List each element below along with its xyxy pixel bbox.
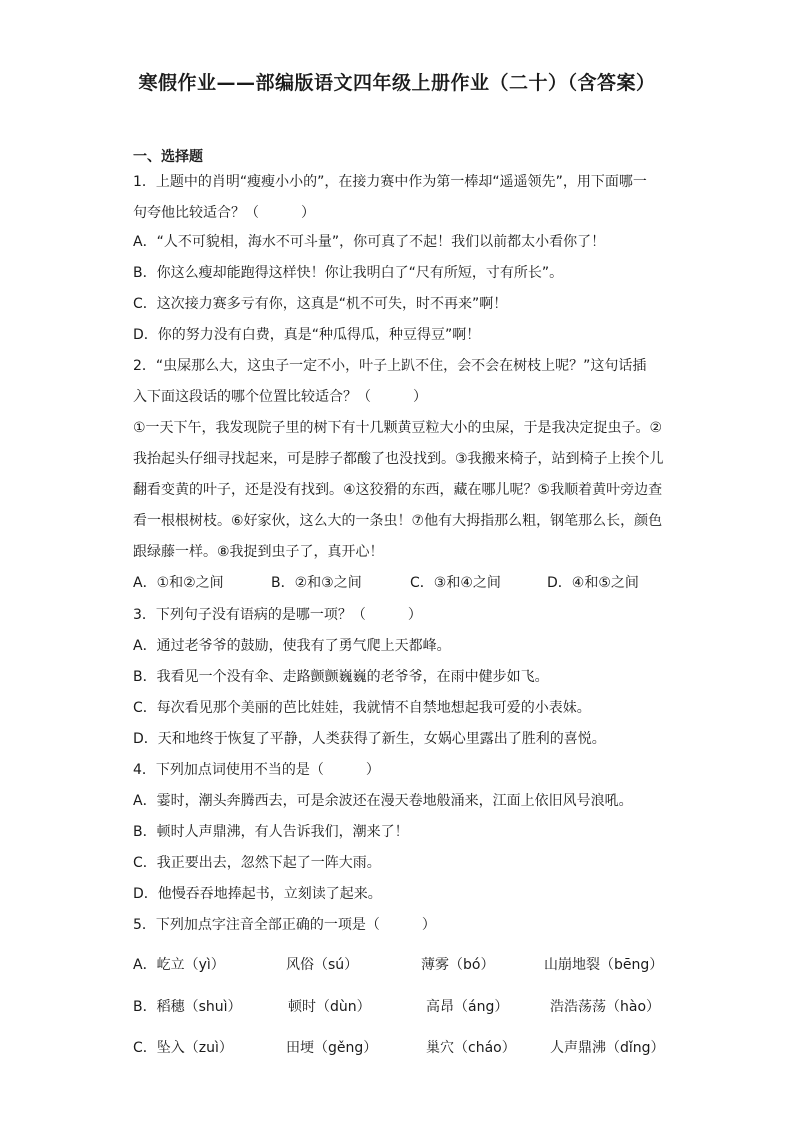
question-3-option-a: A．通过老爷爷的鼓励，使我有了勇气爬上天都峰。 xyxy=(133,638,451,654)
question-line: 3．下列句子没有语病的是哪一项？（ ） xyxy=(133,607,422,623)
question-3-option-c: C．每次看见那个美丽的芭比娃娃，我就情不自禁地想起我可爱的小表妹。 xyxy=(133,700,591,716)
passage-line: 翻看变黄的叶子，还是没有找到。④这狡猾的东西，藏在哪儿呢？⑤我顺着黄叶旁边查 xyxy=(133,482,663,498)
passage-line: 跟绿藤一样。⑧我捉到虫子了，真开心！ xyxy=(133,544,384,560)
option-cell: C．坠入（zuì） xyxy=(133,1040,233,1056)
question-2-stem xyxy=(133,351,665,568)
question-1-stem xyxy=(133,167,665,229)
option-cell: 巢穴（cháo） xyxy=(426,1040,516,1056)
option-cell: B．稻穗（shuì） xyxy=(133,999,242,1015)
question-line: 句夸他比较适合？（ ） xyxy=(133,205,315,221)
question-1-option-b: B．你这么瘦却能跑得这样快！你让我明白了“尺有所短，寸有所长”。 xyxy=(133,265,564,281)
question-line: 5．下列加点字注音全部正确的一项是（ ） xyxy=(133,917,436,933)
question-1-option-a: A．“人不可貌相，海水不可斗量”，你可真了不起！我们以前都太小看你了！ xyxy=(133,234,606,250)
option-cell: A．屹立（yì） xyxy=(133,957,225,973)
question-3-option-b: B．我看见一个没有伞、走路颤颤巍巍的老爷爷，在雨中健步如飞。 xyxy=(133,669,549,685)
question-5-option-b-row xyxy=(133,992,673,1023)
option-cell: 浩浩荡荡（hào） xyxy=(550,999,661,1015)
question-2-options xyxy=(133,568,673,599)
document-title: 寒假作业——部编版语文四年级上册作业（二十）（含答案） xyxy=(138,72,656,94)
option-cell: 山崩地裂（bēng） xyxy=(544,957,664,973)
question-2-option-c: C．③和④之间 xyxy=(410,575,501,591)
question-1-option-d: D．你的努力没有白费，真是“种瓜得瓜，种豆得豆”啊！ xyxy=(133,327,481,343)
passage-line: 看一根根树枝。⑥好家伙，这么大的一条虫！⑦他有大拇指那么粗，钢笔那么长，颜色 xyxy=(133,513,663,529)
question-5-option-c-row xyxy=(133,1033,673,1064)
question-4-stem xyxy=(133,755,665,786)
question-5-option-a-row xyxy=(133,950,673,981)
passage-line: ①一天下午，我发现院子里的树下有十几颗黄豆粒大小的虫屎，于是我决定捉虫子。② xyxy=(133,420,663,436)
passage-line: 我抬起头仔细寻找起来，可是脖子都酸了也没找到。③我搬来椅子，站到椅子上挨个儿 xyxy=(133,451,664,467)
question-line: 1．上题中的肖明“瘦瘦小小的”，在接力赛中作为第一棒却“遥遥领先”，用下面哪一 xyxy=(133,174,647,190)
option-cell: 人声鼎沸（dǐng） xyxy=(550,1040,665,1056)
question-line: 2．“虫屎那么大，这虫子一定不小，叶子上趴不住，会不会在树枝上呢？”这句话插 xyxy=(133,358,647,374)
question-2-option-a: A．①和②之间 xyxy=(133,575,224,591)
option-cell: 顿时（dùn） xyxy=(288,999,371,1015)
question-4-option-a: A．霎时，潮头奔腾西去，可是余波还在漫天卷地般涌来，江面上依旧风号浪吼。 xyxy=(133,793,633,809)
question-line: 4．下列加点词使用不当的是（ ） xyxy=(133,762,380,778)
option-cell: 田埂（gěng） xyxy=(286,1040,378,1056)
question-2-option-b: B．②和③之间 xyxy=(271,575,362,591)
question-4-option-c: C．我正要出去，忽然下起了一阵大雨。 xyxy=(133,855,381,871)
question-3-option-d: D．天和地终于恢复了平静，人类获得了新生，女娲心里露出了胜利的喜悦。 xyxy=(133,731,606,747)
question-5-stem xyxy=(133,910,665,941)
question-4-option-b: B．顿时人声鼎沸，有人告诉我们，潮来了！ xyxy=(133,824,409,840)
question-line: 入下面这段话的哪个位置比较适合？（ ） xyxy=(133,389,427,405)
option-cell: 高昂（áng） xyxy=(426,999,509,1015)
question-1-option-c: C．这次接力赛多亏有你，这真是“机不可失，时不再来”啊！ xyxy=(133,296,508,312)
question-3-stem xyxy=(133,600,665,631)
option-cell: 薄雾（bó） xyxy=(421,957,495,973)
question-4-option-d: D．他慢吞吞地捧起书，立刻读了起来。 xyxy=(133,886,382,902)
question-2-option-d: D．④和⑤之间 xyxy=(547,575,639,591)
option-cell: 风俗（sú） xyxy=(286,957,359,973)
section-heading: 一、选择题 xyxy=(133,149,203,165)
